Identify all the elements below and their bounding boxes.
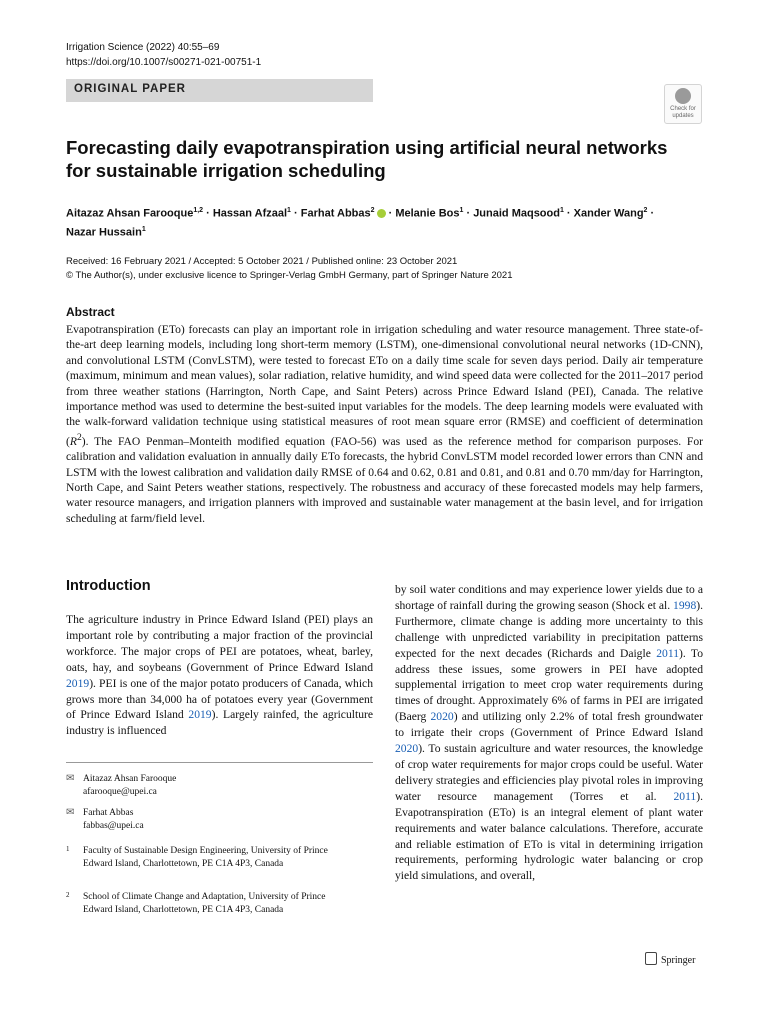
contact-name: Farhat Abbas	[83, 808, 134, 818]
corresponding-author-2	[66, 807, 366, 833]
citation-link[interactable]: 2019	[66, 676, 90, 690]
publication-dates	[66, 255, 513, 283]
envelope-icon: ✉	[66, 773, 75, 784]
citation-link[interactable]: 2011	[656, 646, 679, 660]
footnote-divider	[66, 762, 373, 763]
history-dates: Received: 16 February 2021 / Accepted: 5 October 2021 / Published online: 23 October 2021	[66, 256, 458, 267]
body-text: The agriculture industry in Prince Edward Island (PEI) plays an important role by contributing a major fraction of the provincial workforce. The major crops of PEI are potatoes, wheat, barley, oats, hay, and soybeans (Government of Prince Edward Island	[66, 613, 373, 674]
contact-email[interactable]: fabbas@upei.ca	[83, 820, 144, 831]
body-text: ). To address these issues, some growers in PEI have adopted supplemental irrigation to meet crop water requirements during times of drought. Approximately 6% of farms in PEI are irrigated (Baerg	[395, 646, 703, 724]
body-text: ). Evapotranspiration (ETo) is an integral element of plant water requirements and water balance calculations. Therefore, accurate and reliable estimation of ETo is vital in determining irrigation requirements, performing hydrologic water balancing or crop yield simulations, and overall,	[395, 789, 703, 883]
affiliation-text: Faculty of Sustainable Design Engineering, University of Prince Edward Island, Charlottetown, PE C1A 4P3, Canada	[83, 846, 328, 869]
check-updates-icon	[675, 88, 691, 104]
envelope-icon: ✉	[66, 807, 75, 818]
abstract-text: Evapotranspiration (ETo) forecasts can play an important role in irrigation scheduling and water resource management. Three state-of-the-art deep learning models, including long short-term memory (LSTM), one-dimensional convolutional neural networks (1D-CNN), and convolutional LSTM (ConvLSTM), were tested to forecast ETo on a daily time scale for seven days period. Daily air temperature (maximum, minimum and mean values), solar radiation, relative humidity, and wind speed data were collected for the 2011–2017 period from three weather stations (Harrington, North Cape, and Saint Peters) across Prince Edward Island (PEI), Canada. The relative importance method was used to determine the best-suited input variables for the models. The deep learning models were evaluated with the walk-forward validation technique using statistical measures of root mean square error (RMSE) and coefficient of determination (	[66, 323, 703, 448]
publisher-name: Springer	[661, 955, 696, 966]
intro-column-right	[395, 582, 703, 884]
citation-link[interactable]: 2020	[395, 742, 419, 756]
badge-text-2: updates	[672, 112, 694, 119]
copyright-line: © The Author(s), under exclusive licence to Springer-Verlag GmbH Germany, part of Springer Nature 2021	[66, 270, 513, 281]
intro-column-left	[66, 612, 373, 739]
r2-symbol: R	[69, 434, 77, 448]
author-affiliation: 1	[459, 207, 464, 214]
check-for-updates-badge[interactable]	[664, 84, 702, 124]
title-line-1: Forecasting daily evapotranspiration using artificial neural networks	[66, 137, 668, 158]
citation-link[interactable]: 2020	[430, 710, 454, 724]
body-text: ). Largely rainfed, the agriculture industry is influenced	[66, 708, 373, 738]
paper-title	[66, 136, 706, 182]
author-name[interactable]: Nazar Hussain	[66, 226, 142, 239]
title-line-2: for sustainable irrigation scheduling	[66, 160, 386, 181]
affiliation-2	[66, 891, 366, 931]
author-name[interactable]: Farhat Abbas	[300, 207, 371, 220]
journal-citation: Irrigation Science (2022) 40:55–69	[66, 42, 220, 53]
author-name[interactable]: Xander Wang	[573, 207, 644, 220]
author-affiliation: 2	[370, 207, 375, 214]
r2-superscript: 2	[76, 431, 82, 443]
abstract-body	[66, 322, 703, 526]
author-affiliation: 1,2	[193, 207, 204, 214]
author-affiliation: 1	[559, 207, 564, 214]
body-text: ) and utilizing only 2.2% of total fresh groundwater to irrigate their crops (Government of Prince Edward Island	[395, 710, 703, 740]
citation-link[interactable]: 2011	[673, 789, 697, 803]
abstract-heading: Abstract	[66, 305, 115, 319]
article-type-label: ORIGINAL PAPER	[74, 83, 186, 95]
orcid-icon[interactable]	[377, 209, 386, 218]
author-affiliation: 1	[141, 225, 146, 233]
author-affiliation: 1	[287, 207, 291, 214]
journal-header	[66, 40, 261, 70]
author-name[interactable]: Melanie Bos	[395, 207, 460, 220]
corresponding-author-1	[66, 773, 366, 799]
body-text: ). PEI is one of the major potato producers of Canada, which grows more than 34,000 ha of potatoes every year (Government of Prince Edward Island	[66, 676, 373, 722]
citation-link[interactable]: 2019	[188, 708, 212, 722]
contact-name: Aitazaz Ahsan Farooque	[83, 774, 177, 784]
introduction-heading: Introduction	[66, 578, 151, 594]
article-type-banner	[66, 79, 373, 102]
body-text: ). To sustain agriculture and water resources, the knowledge of crop water requirements for major crops could be useful. Water delivery strategies and efficiencies play pivotal roles in improving water resource management (Torres et al.	[395, 742, 703, 803]
body-text: by soil water conditions and may experience lower yields due to a shortage of rainfall during the growing season (Shock et al.	[395, 583, 703, 612]
affiliation-text: School of Climate Change and Adaptation, University of Prince Edward Island, Charlottetown, PE C1A 4P3, Canada	[83, 892, 326, 915]
body-text: ). Furthermore, climate change is adding more uncertainty to this challenge with unpredicted variability in precipitation patterns expected for the next decades (Richards and Daigle	[395, 598, 703, 660]
publisher-footer	[645, 952, 695, 966]
author-affiliation: 2	[643, 207, 648, 214]
affiliation-1	[66, 845, 366, 885]
springer-logo-icon	[645, 952, 657, 965]
affiliation-number: 1	[66, 845, 70, 853]
author-list: Aitazaz Ahsan Farooque$^{1,2}$ · Hassan Afzaal$^1$ · Farhat Abbas$^2$ · Melanie Bos$^1$ · Junaid Maqsood$^1$ · Xander Wang$^2$ · Nazar Hussain$^1$	[66, 207, 655, 239]
abstract-text: ). The FAO Penman–Monteith modified equation (FAO-56) was used as the reference method for comparison purposes. For calibration and validation evaluation in annually daily ETo forecasts, the hybrid ConvLSTM model recorded lower errors than CNN and LSTM with the lowest calibration and validation daily RMSE of 0.64 and 0.62, 0.81 and 0.81, and 0.81 and 0.70 mm/day for Harrington, North Cape, and Saint Peters weather stations, respectively. The robustness and accuracy of these forecasted models may help farmers, water resource managers, and irrigation planners with improved and sustainable water management at the basin level, and for irrigation scheduling at farm/field level.	[66, 434, 703, 525]
author-name[interactable]: Junaid Maqsood	[473, 207, 560, 220]
author-name[interactable]: Aitazaz Ahsan Farooque	[66, 207, 194, 220]
citation-link[interactable]: 1998	[673, 598, 697, 612]
badge-text-1: Check for	[670, 106, 696, 112]
author-name[interactable]: Hassan Afzaal	[212, 207, 288, 220]
contact-email[interactable]: afarooque@upei.ca	[83, 786, 157, 797]
doi-link[interactable]: https://doi.org/10.1007/s00271-021-00751-1	[66, 57, 262, 68]
affiliation-number: 2	[66, 891, 70, 899]
